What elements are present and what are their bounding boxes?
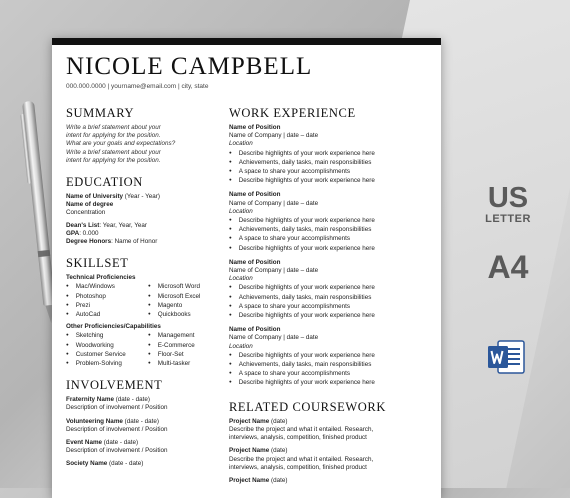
job-location: Location	[229, 207, 253, 215]
involvement-date: (date - date)	[122, 417, 159, 425]
job-location: Location	[229, 140, 253, 148]
deans-list-label: Dean's List	[66, 221, 100, 229]
involvement-section	[66, 378, 216, 468]
resume-page	[52, 38, 441, 498]
job-bullet: ● Describe highlights of your work experience here	[229, 176, 434, 185]
involvement-desc: Description of involvement / Position	[66, 447, 168, 455]
degree-name: Name of degree	[66, 201, 114, 209]
job-bullet: ● Achievements, daily tasks, main responsibilities	[229, 225, 434, 234]
involvement-desc: Description of involvement / Position	[66, 404, 168, 412]
project-date: (date)	[269, 417, 288, 425]
gpa-label: GPA	[66, 229, 80, 237]
job-bullet: ● Achievements, daily tasks, main responsibilities	[229, 158, 434, 167]
skill-item: ● Floor-Set	[148, 350, 216, 359]
summary-heading: SUMMARY	[66, 106, 135, 120]
job-bullet: ● Describe highlights of your work experience here	[229, 351, 434, 360]
summary-line: Write a brief statement about your	[66, 148, 161, 156]
skill-item: ● AutoCad	[66, 310, 148, 319]
job-location: Location	[229, 342, 253, 350]
education-section	[66, 175, 216, 246]
job-bullet: ● A space to share your accomplishments	[229, 167, 434, 176]
job-position: Name of Position	[229, 191, 281, 199]
technical-title: Technical Proficiencies	[66, 274, 136, 282]
job-company: Name of Company | date – date	[229, 199, 319, 207]
job-company: Name of Company | date – date	[229, 132, 319, 140]
skillset-heading: SKILLSET	[66, 256, 129, 271]
other-skills	[66, 331, 216, 368]
project-name: Project Name	[229, 447, 270, 455]
education-heading: EDUCATION	[66, 175, 143, 190]
skill-item: ● Woodworking	[66, 341, 148, 350]
university-name: Name of University	[66, 193, 124, 201]
deans-list-value: : Year, Year, Year	[99, 221, 147, 229]
involvement-date: (date - date)	[102, 439, 139, 447]
involvement-name: Fraternity Name	[66, 396, 114, 404]
job-bullet: ● Describe highlights of your work experience here	[229, 283, 434, 292]
involvement-name: Volunteering Name	[66, 417, 123, 425]
involvement-name: Society Name	[66, 460, 108, 468]
skill-item: ● Photoshop	[66, 292, 148, 301]
skill-item: ● Prezi	[66, 301, 148, 310]
involvement-date: (date - date)	[107, 460, 144, 468]
summary-section	[66, 106, 216, 165]
skill-item: ● Problem-Solving	[66, 359, 148, 368]
project-desc: interviews, analysis, competition, finished product	[229, 463, 367, 471]
job-entry	[229, 259, 434, 320]
project-desc: interviews, analysis, competition, finished product	[229, 434, 367, 442]
project-desc: Describe the project and what it entailed. Research,	[229, 425, 374, 433]
job-bullet: ● Describe highlights of your work experience here	[229, 378, 434, 387]
project-name: Project Name	[229, 476, 270, 484]
job-company: Name of Company | date – date	[229, 334, 319, 342]
honors-value: : Name of Honor	[111, 238, 158, 246]
format-labels	[483, 183, 533, 283]
honors-label: Degree Honors	[66, 238, 112, 246]
job-bullet: ● A space to share your accomplishments	[229, 302, 434, 311]
skill-item: ● Magento	[148, 301, 216, 310]
university-years: (Year - Year)	[123, 193, 160, 201]
coursework-section	[229, 400, 434, 485]
job-entry	[229, 326, 434, 387]
summary-line: Write a brief statement about your	[66, 124, 161, 131]
project-date: (date)	[269, 447, 288, 455]
job-entry	[229, 124, 434, 185]
summary-line: intent for applying for the position.	[66, 156, 161, 164]
right-column	[229, 106, 434, 495]
involvement-desc: Description of involvement / Position	[66, 425, 168, 433]
contact-line: 000.000.0000 | yourname@email.com | city, state	[66, 83, 209, 90]
skill-item: ● Quickbooks	[148, 310, 216, 319]
skill-item: ● Management	[148, 331, 216, 340]
work-heading: WORK EXPERIENCE	[229, 106, 356, 120]
job-position: Name of Position	[229, 124, 281, 131]
job-location: Location	[229, 275, 253, 283]
skill-item: ● Microsoft Excel	[148, 292, 216, 301]
microsoft-word-icon	[486, 337, 526, 377]
job-position: Name of Position	[229, 326, 281, 334]
letter-label: LETTER	[485, 213, 531, 225]
gpa-value: : 0.000	[79, 229, 99, 237]
job-position: Name of Position	[229, 258, 281, 266]
skill-item: ● Multi-tasker	[148, 359, 216, 368]
job-bullet: ● A space to share your accomplishments	[229, 369, 434, 378]
skill-item: ● E-Commerce	[148, 341, 216, 350]
job-entry	[229, 191, 434, 252]
job-company: Name of Company | date – date	[229, 267, 319, 275]
job-bullet: ● Achievements, daily tasks, main responsibilities	[229, 293, 434, 302]
summary-line: What are your goals and expectations?	[66, 140, 176, 148]
other-title: Other Proficiencies/Capabilities	[66, 323, 161, 331]
skillset-section	[66, 256, 216, 368]
resume-name: NICOLE CAMPBELL	[66, 53, 313, 80]
job-bullet: ● Describe highlights of your work experience here	[229, 311, 434, 320]
involvement-date: (date - date)	[113, 396, 151, 404]
top-bar	[52, 38, 441, 45]
job-bullet: ● Describe highlights of your work experience here	[229, 244, 434, 253]
skill-item: ● Microsoft Word	[148, 282, 216, 291]
job-bullet: ● Describe highlights of your work experience here	[229, 216, 434, 225]
a4-label: A4	[487, 249, 529, 285]
project-date: (date)	[269, 476, 288, 484]
coursework-heading: RELATED COURSEWORK	[229, 399, 386, 414]
skill-item: ● Mac/Windows	[66, 282, 148, 291]
project-name: Project Name	[229, 417, 270, 425]
us-label: US	[487, 182, 529, 214]
involvement-heading: INVOLVEMENT	[66, 378, 163, 393]
concentration: Concentration	[66, 209, 106, 217]
job-bullet: ● A space to share your accomplishments	[229, 234, 434, 243]
skill-item: ● Sketching	[66, 331, 148, 340]
technical-skills	[66, 282, 216, 319]
job-bullet: ● Describe highlights of your work experience here	[229, 149, 434, 158]
work-section	[229, 106, 434, 388]
project-desc: Describe the project and what it entailed. Research,	[229, 455, 374, 463]
job-bullet: ● Achievements, daily tasks, main responsibilities	[229, 360, 434, 369]
summary-line: intent for applying for the position.	[66, 132, 161, 140]
involvement-name: Event Name	[66, 439, 103, 447]
left-column	[66, 106, 216, 479]
skill-item: ● Customer Service	[66, 350, 148, 359]
